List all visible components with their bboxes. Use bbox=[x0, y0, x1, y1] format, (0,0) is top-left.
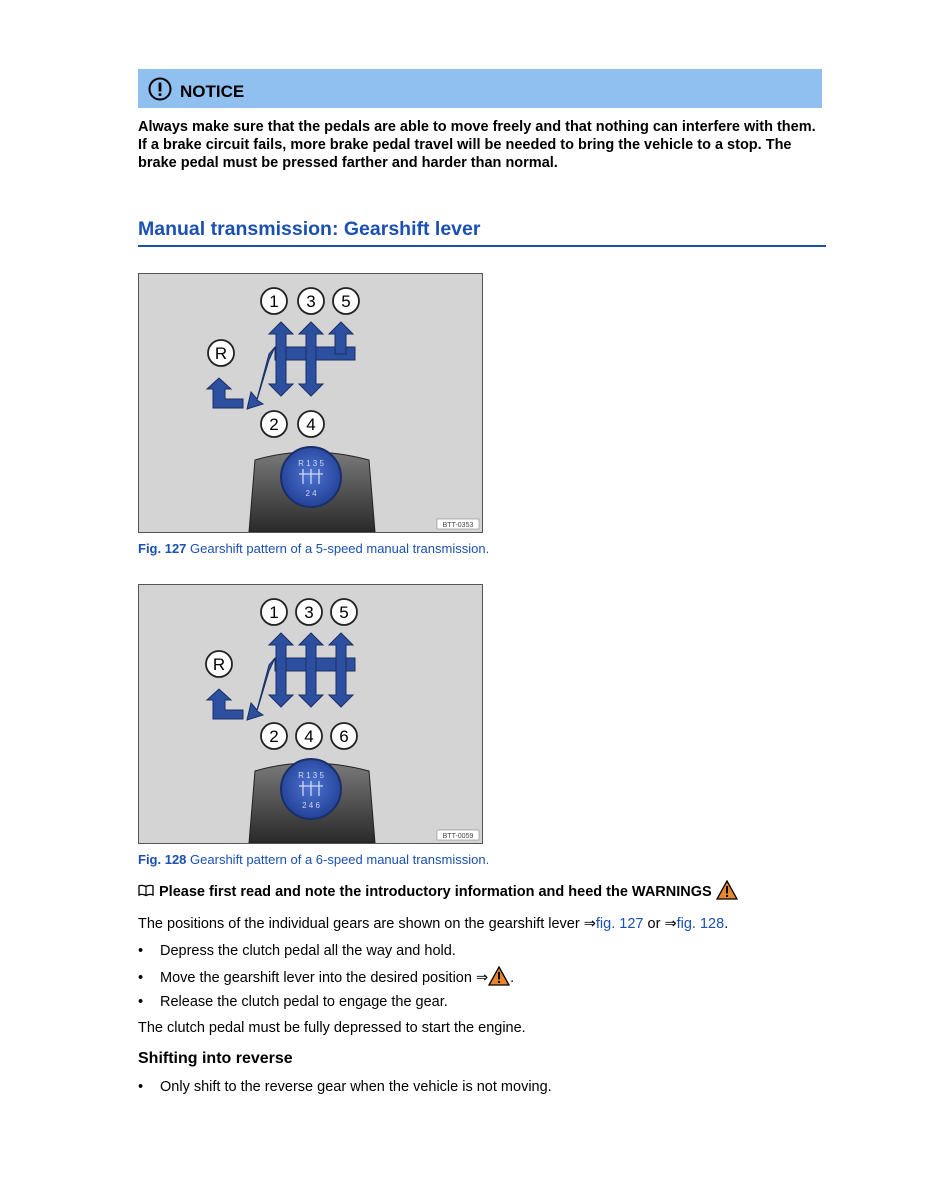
gear-4-label bbox=[296, 723, 322, 749]
bullet-dot: • bbox=[138, 970, 144, 986]
figure-caption-text: Gearshift pattern of a 6-speed manual transmission. bbox=[190, 852, 490, 867]
gear-r-label bbox=[208, 340, 234, 366]
svg-text:R 1 3 5: R 1 3 5 bbox=[298, 459, 324, 468]
arrow-glyph: ⇒ bbox=[664, 916, 677, 932]
fig-128-link[interactable]: fig. 128 bbox=[676, 916, 725, 932]
gear-knob bbox=[281, 759, 341, 819]
figure-caption-text: Gearshift pattern of a 5-speed manual transmission. bbox=[190, 541, 490, 556]
exclamation-circle-icon bbox=[147, 76, 173, 102]
svg-text:2 4: 2 4 bbox=[305, 489, 317, 498]
list-item bbox=[138, 966, 514, 990]
svg-text:3: 3 bbox=[306, 292, 316, 311]
gear-1-label bbox=[261, 599, 287, 625]
gear-5-label bbox=[331, 599, 357, 625]
svg-text:6: 6 bbox=[339, 727, 349, 746]
svg-text:R: R bbox=[212, 655, 226, 674]
bullet-dot: • bbox=[138, 994, 144, 1010]
warning-triangle-icon[interactable] bbox=[716, 880, 738, 904]
svg-text:2: 2 bbox=[269, 415, 279, 434]
svg-text:4: 4 bbox=[306, 415, 316, 434]
list-item bbox=[138, 1079, 552, 1095]
notice-header bbox=[138, 69, 822, 108]
svg-text:5: 5 bbox=[339, 603, 349, 622]
gear-2-label bbox=[261, 723, 287, 749]
intro-line bbox=[138, 880, 738, 904]
figure-number: Fig. 128 bbox=[138, 852, 187, 867]
gear-1-label bbox=[261, 288, 287, 314]
figure-127-image bbox=[138, 273, 483, 533]
reverse-heading: Shifting into reverse bbox=[138, 1050, 293, 1067]
bullet-dot: • bbox=[138, 1079, 144, 1095]
gear-3-label bbox=[298, 288, 324, 314]
gear-knob bbox=[281, 447, 341, 507]
svg-text:R: R bbox=[214, 344, 228, 363]
figure-128-caption bbox=[138, 852, 489, 867]
period: . bbox=[510, 970, 515, 986]
list-item-text: Depress the clutch pedal all the way and hold. bbox=[160, 943, 456, 959]
svg-text:R 1 3 5: R 1 3 5 bbox=[298, 771, 324, 780]
svg-text:2: 2 bbox=[269, 727, 279, 746]
figure-127-caption bbox=[138, 541, 489, 556]
warning-triangle-icon[interactable] bbox=[488, 966, 510, 990]
svg-text:1: 1 bbox=[269, 603, 279, 622]
svg-text:2 4 6: 2 4 6 bbox=[302, 801, 320, 810]
list-item-text: Only shift to the reverse gear when the vehicle is not moving. bbox=[160, 1079, 552, 1095]
gear-3-label bbox=[296, 599, 322, 625]
svg-text:1: 1 bbox=[269, 292, 279, 311]
list-item-text: Move the gearshift lever into the desired position bbox=[160, 970, 472, 986]
intro-text: Please first read and note the introductory information and heed the WARNINGS bbox=[159, 884, 712, 900]
arrow-glyph: ⇒ bbox=[583, 916, 596, 932]
period: . bbox=[724, 916, 729, 932]
list-item-text: Release the clutch pedal to engage the gear. bbox=[160, 994, 448, 1010]
gear-4-label bbox=[298, 411, 324, 437]
bullet-dot: • bbox=[138, 943, 144, 959]
figure-code: BTT-0353 bbox=[442, 522, 474, 529]
arrow-glyph: ⇒ bbox=[475, 970, 489, 986]
fig-127-link[interactable]: fig. 127 bbox=[595, 916, 644, 932]
svg-text:3: 3 bbox=[304, 603, 314, 622]
notice-text: Always make sure that the pedals are able to move freely and that nothing can interfere with them. If a brake circuit fails, more brake pedal travel will be needed to bring the vehicle to a stop. The brake pedal must be pressed farther and harder than normal. bbox=[138, 119, 816, 171]
gear-2-label bbox=[261, 411, 287, 437]
section-title: Manual transmission: Gearshift lever bbox=[138, 218, 826, 247]
list-item bbox=[138, 943, 456, 959]
notice-title: NOTICE bbox=[180, 81, 245, 101]
gear-r-label bbox=[206, 651, 232, 677]
clutch-note: The clutch pedal must be fully depressed to start the engine. bbox=[138, 1020, 526, 1036]
gear-6-label bbox=[331, 723, 357, 749]
or-text: or bbox=[647, 916, 661, 932]
book-icon bbox=[138, 884, 154, 901]
figure-code: BTT-0059 bbox=[442, 833, 474, 840]
figure-number: Fig. 127 bbox=[138, 541, 187, 556]
list-item bbox=[138, 994, 448, 1010]
gear-5-label bbox=[333, 288, 359, 314]
positions-text: The positions of the individual gears are shown on the gearshift lever bbox=[138, 916, 580, 932]
positions-paragraph bbox=[138, 916, 728, 932]
shift-pattern-arrows bbox=[207, 633, 355, 720]
svg-text:5: 5 bbox=[341, 292, 351, 311]
svg-text:4: 4 bbox=[304, 727, 314, 746]
shift-pattern-arrows bbox=[207, 322, 355, 409]
figure-128-image bbox=[138, 584, 483, 844]
